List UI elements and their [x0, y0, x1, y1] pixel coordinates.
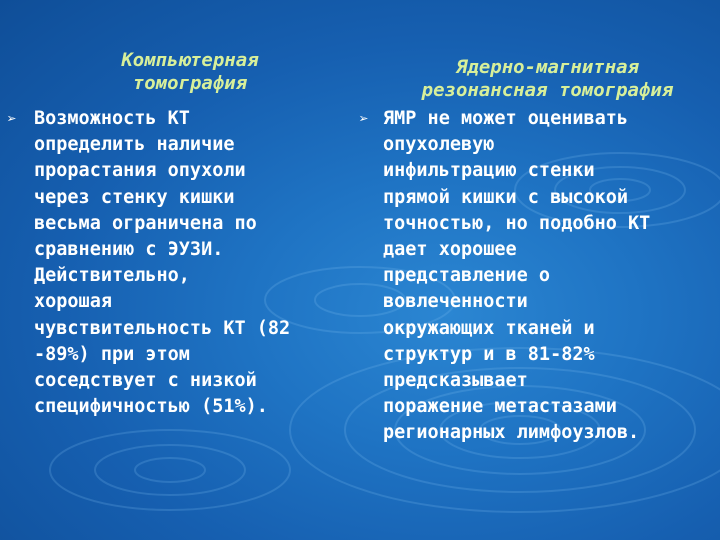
text-line: Действительно, [34, 265, 190, 287]
text-line: представление о [383, 265, 551, 287]
text-line: ЯМР не может оценивать [383, 108, 629, 129]
left-heading-line-2: томография [132, 72, 248, 94]
text-line: определить наличие [34, 134, 235, 156]
text-line: прорастания опухоли [34, 160, 246, 182]
left-heading-line-1: Компьютерная [121, 49, 259, 71]
text-line: хорошая [34, 291, 112, 313]
text-line: Возможность КТ [34, 108, 190, 129]
right-column-heading [375, 56, 720, 102]
text-line: прямой кишки с высокой [383, 186, 629, 208]
text-line: через стенку кишки [34, 186, 235, 208]
right-heading-line-1: Ядерно-магнитная [455, 56, 640, 78]
text-line: весьма ограничена по [34, 212, 257, 234]
text-line: сравнению с ЭУЗИ. [34, 239, 224, 261]
right-heading-line-2: резонансная томография [421, 79, 674, 101]
arrow-bullet-icon: ➢ [359, 109, 369, 128]
arrow-bullet-icon: ➢ [7, 109, 17, 128]
text-line: чувствительность КТ (82 [34, 317, 291, 339]
text-line: предсказывает [383, 370, 528, 392]
text-line: -89%) при этом [34, 343, 190, 365]
text-line: окружающих тканей и [383, 317, 595, 339]
text-line: специфичностью (51%). [34, 396, 268, 418]
left-bullet-text [34, 106, 290, 420]
text-line: регионарных лимфоузлов. [383, 422, 640, 444]
text-line: структур и в 81-82% [383, 343, 595, 365]
text-line: вовлеченности [383, 291, 528, 313]
right-bullet-text [383, 106, 650, 447]
text-line: дает хорошее [383, 239, 517, 261]
text-line: точностью, но подобно КТ [383, 212, 651, 234]
text-line: соседствует с низкой [34, 370, 257, 392]
text-line: опухолевую [383, 134, 495, 156]
text-line: поражение метастазами [383, 396, 617, 418]
left-column-heading [75, 49, 305, 95]
text-line: инфильтрацию стенки [383, 160, 595, 182]
